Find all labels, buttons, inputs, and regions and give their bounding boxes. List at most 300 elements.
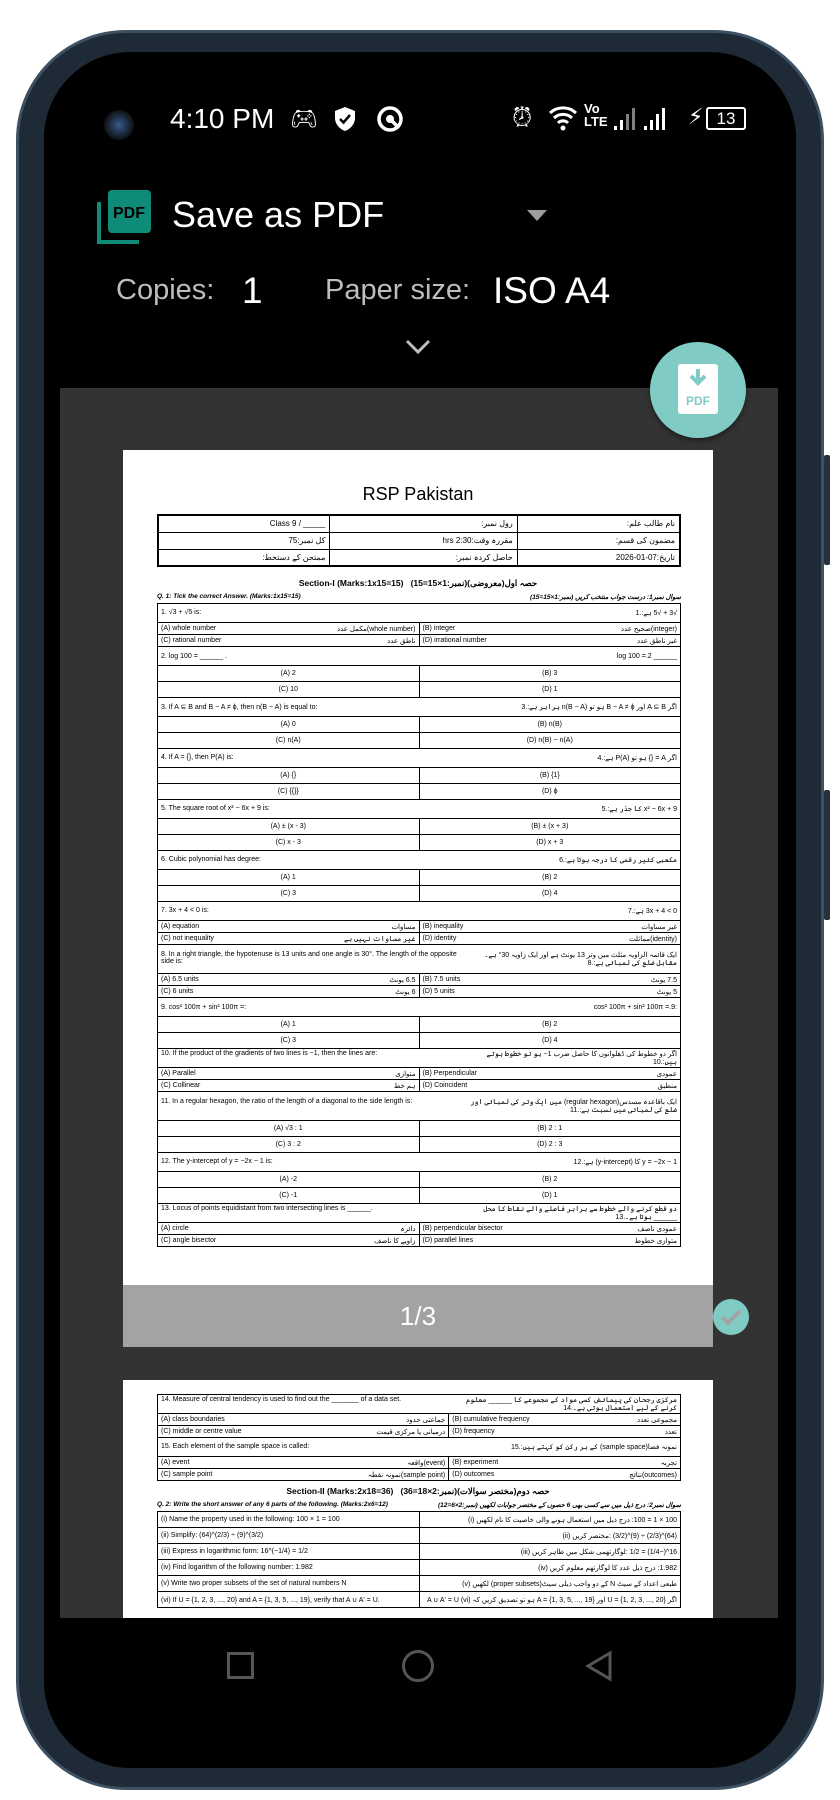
- option-ur: 6.5 یونٹ: [389, 976, 416, 984]
- question: [161, 1098, 677, 1114]
- question-text-en: 6. Cubic polynomial has degree:: [161, 856, 262, 863]
- question-text-en: 7. 3x + 4 < 0 is:: [161, 907, 209, 914]
- volume-button: [824, 455, 830, 565]
- copies-label: Copies:: [116, 274, 215, 306]
- option[interactable]: [158, 1469, 449, 1481]
- question-row: [158, 749, 681, 768]
- charging-icon: ⚡︎: [688, 104, 704, 129]
- option-en: (A) Parallel: [161, 1069, 196, 1077]
- question: [161, 805, 677, 813]
- option-en: (C) 6 units: [161, 987, 194, 995]
- question: [161, 609, 677, 617]
- question-cell: [158, 698, 681, 717]
- option[interactable]: (D) x + 3: [419, 835, 681, 851]
- question: [161, 1205, 677, 1221]
- short-question-ur: 16^(−1/4) = 1/2 :لوگارتھمی شکل میں ظاہر کریں (iii): [419, 1544, 681, 1560]
- info-cell: _____ / Class 9: [158, 515, 330, 532]
- question-cell: [158, 945, 681, 974]
- option[interactable]: (A) ± (x - 3): [158, 819, 420, 835]
- question-text-en: 12. The y-intercept of y = −2x − 1 is:: [161, 1158, 273, 1165]
- question-label-ur: سوال نمبر2: درج ذیل میں سے کسی بھی 6 حصوں کے مختصر جوابات لکھیں (نمبر:2×6=12): [437, 1502, 681, 1509]
- paper-size-label: Paper size:: [325, 274, 471, 306]
- info-cell: ممتحن کے دستخط:: [158, 549, 330, 566]
- question: [161, 1158, 677, 1166]
- print-preview[interactable]: [60, 388, 778, 1618]
- option-en: (C) angle bisector: [161, 1236, 217, 1244]
- option[interactable]: (C) 3: [158, 886, 420, 902]
- question-text-ur: ایک باقاعدہ مسدس(regular hexagon) میں ایک وتر کی لمبائی اور ضلع کی لمبائی میں نسبت ہے:.11: [470, 1099, 677, 1114]
- question-text-ur: مکعبی کثیر رقمی کا درجہ ہوتا ہے:.6: [559, 857, 677, 864]
- options-row: [158, 682, 681, 698]
- question-row: [158, 945, 681, 974]
- option-en: (C) Collinear: [161, 1081, 201, 1089]
- option-content: [423, 976, 678, 984]
- option-ur: ناطق عدد: [387, 637, 416, 645]
- options-row: [158, 1414, 681, 1426]
- alarm-icon: ⏰︎: [512, 102, 533, 132]
- option[interactable]: [158, 635, 420, 647]
- option-en: (D) identity: [422, 934, 457, 942]
- option[interactable]: (D) 2 : 3: [419, 1137, 681, 1153]
- question-cell: [158, 749, 681, 768]
- info-cell: تاریخ:07-01-2026: [517, 549, 680, 566]
- question-text-en: 9. cos² 100π + sin² 100π =:: [161, 1003, 247, 1011]
- option-ur: غیر مساوات: [641, 923, 677, 931]
- option[interactable]: [419, 1223, 681, 1235]
- option-content: [423, 988, 678, 996]
- question-text-en: 3. If A ⊆ B and B − A ≠ ϕ, then n(B − A) is equal to:: [161, 704, 318, 711]
- question-text-en: 8. In a right triangle, the hypotenuse is 13 units and one angle is 30°. The length of the opposite side is:: [161, 951, 457, 965]
- option-content: [161, 637, 416, 645]
- question: [161, 703, 677, 711]
- option[interactable]: (C) 10: [158, 682, 420, 698]
- options-row: [158, 1223, 681, 1235]
- option-ur: تجربہ: [660, 1459, 677, 1467]
- option[interactable]: [419, 1235, 681, 1247]
- option-en: (B) integer: [422, 624, 456, 632]
- options-row: [158, 986, 681, 998]
- question-cell: [158, 1153, 681, 1172]
- option-ur: (outcomes)نتائج: [629, 1471, 677, 1479]
- option-ur: (identity)مماثلت: [629, 935, 677, 943]
- section-title: [123, 578, 713, 589]
- short-question-en: (i) Name the property used in the following: 100 × 1 = 100: [158, 1512, 420, 1528]
- option-ur: غیر مساوات نہیں ہے: [344, 935, 416, 943]
- download-pdf-button[interactable]: [650, 342, 746, 438]
- option[interactable]: (B) 3: [419, 666, 681, 682]
- question: [161, 1004, 677, 1011]
- question-text-ur: 3x + 4 < 0 ہے:.7: [627, 908, 677, 915]
- option[interactable]: (A) √3 : 1: [158, 1121, 420, 1137]
- question-cell: [158, 1438, 681, 1457]
- question-text-ur: √3 + √5 ہے:.1: [635, 610, 677, 617]
- short-question-row: [158, 1528, 681, 1544]
- gamepad-icon: 🎮︎: [290, 106, 318, 131]
- question-row: [158, 902, 681, 921]
- option[interactable]: (B) 2: [419, 870, 681, 886]
- pdf-printer-icon: [97, 190, 151, 244]
- option[interactable]: [419, 623, 681, 635]
- options-row: [158, 717, 681, 733]
- short-question-row: [158, 1560, 681, 1576]
- copies-value[interactable]: 1: [242, 270, 263, 311]
- option[interactable]: [158, 623, 420, 635]
- option-ur: دائرہ: [400, 1225, 416, 1233]
- question-text-ur: مرکزی رجحان کی پیمائش کسی مواد کے مجموعے کا ______ معلوم کرنے کے لیے استعمال ہوتی ہے۔.14: [466, 1397, 677, 1412]
- option-en: (A) circle: [161, 1224, 189, 1232]
- option-content: [423, 935, 678, 943]
- options-row: [158, 1017, 681, 1033]
- question-row: [158, 800, 681, 819]
- section-title-en: Section-I (Marks:1x15=15): [298, 578, 404, 588]
- option-en: (D) Coincident: [422, 1081, 468, 1089]
- option[interactable]: (C) 3: [158, 1033, 420, 1049]
- question-text-en: 1. √3 + √5 is:: [161, 609, 202, 616]
- option[interactable]: (D) 4: [419, 886, 681, 902]
- section-title-ur: (36=18×2:حصہ دوم(مختصر سوالات)(نمبر: [400, 1486, 550, 1496]
- option[interactable]: [158, 1414, 449, 1426]
- option-ur: (integer)صحیح عدد: [620, 625, 677, 633]
- data-saver-icon: [375, 104, 405, 134]
- check-icon: [713, 1299, 749, 1335]
- option-en: (D) outcomes: [452, 1470, 495, 1478]
- question-text-ur: y = −2x − 1 کا (y-intercept) ہے:.12: [573, 1159, 677, 1166]
- question-text-en: 2. log 100 = ______ .: [161, 652, 227, 660]
- svg-text:PDF: PDF: [686, 394, 710, 408]
- option-ur: جماعتی حدود: [406, 1416, 446, 1424]
- navigation-bar: [0, 1640, 840, 1690]
- option[interactable]: [419, 1080, 681, 1092]
- question-text-en: 13. Locus of points equidistant from two intersecting lines is ______.: [161, 1205, 373, 1212]
- options-row: [158, 886, 681, 902]
- question-row: [158, 1395, 681, 1414]
- home-button[interactable]: [402, 1650, 434, 1682]
- option[interactable]: [158, 1235, 420, 1247]
- option-ur: (whole number)مکمل عدد: [336, 625, 416, 633]
- option-content: [161, 1082, 416, 1090]
- option-en: (C) middle or centre value: [161, 1427, 242, 1435]
- question-text-ur: ایک قائمہ الزاویہ مثلث میں وتر 13 یونٹ ہے اور ایک زاویہ 30° ہے۔ مقابل ضلع کی لمبائی ہے:.8: [484, 952, 677, 967]
- option-content: [452, 1428, 677, 1436]
- option-en: (D) parallel lines: [422, 1236, 474, 1244]
- option[interactable]: (B) {1}: [419, 768, 681, 784]
- option-en: (A) whole number: [161, 624, 217, 632]
- question-text-en: 14. Measure of central tendency is used to find out the _______ of a data set.: [161, 1396, 402, 1403]
- short-question-row: [158, 1592, 681, 1608]
- options-row: [158, 768, 681, 784]
- short-question-en: (v) Write two proper subsets of the set of natural numbers N: [158, 1576, 420, 1592]
- option[interactable]: [449, 1426, 681, 1438]
- option-content: [423, 1082, 678, 1090]
- dropdown-arrow-icon[interactable]: [527, 210, 547, 221]
- info-cell: رول نمبر:: [330, 515, 517, 532]
- option-content: [161, 1459, 445, 1467]
- question: [161, 1050, 677, 1066]
- student-info-table: [157, 514, 681, 567]
- option[interactable]: (C) {{}}: [158, 784, 420, 800]
- question-text-ur: x² − 6x + 9 کا جذر ہے:.5: [601, 806, 677, 813]
- option-ur: عمودی: [656, 1070, 677, 1078]
- short-question-en: (ii) Simplify: (64)^(2/3) ÷ (9)^(3/2): [158, 1528, 420, 1544]
- option-ur: عمودی ناصف: [637, 1225, 677, 1233]
- option-en: (B) cumulative frequency: [452, 1415, 530, 1423]
- option-content: [452, 1471, 677, 1479]
- option-en: (B) inequality: [422, 922, 464, 930]
- option-ur: (event)واقعہ: [407, 1459, 446, 1467]
- options-row: [158, 1080, 681, 1092]
- question-cell: [158, 604, 681, 623]
- question-cell: [158, 1204, 681, 1223]
- short-question-en: (vi) If U = {1, 2, 3, ..., 20} and A = {1, 3, 5, ..., 19}, verify that A ∪ A' = U.: [158, 1592, 420, 1608]
- option[interactable]: [158, 933, 420, 945]
- options-row: [158, 1188, 681, 1204]
- option-content: [161, 1225, 416, 1233]
- option[interactable]: [158, 986, 420, 998]
- info-row: [158, 515, 680, 532]
- wifi-icon: [548, 104, 578, 132]
- question-label-en: Q. 2: Write the short answer of any 6 parts of the following. (Marks:2x6=12): [157, 1501, 388, 1508]
- option[interactable]: [419, 921, 681, 933]
- option-content: [161, 988, 416, 996]
- option[interactable]: [419, 986, 681, 998]
- options-row: [158, 733, 681, 749]
- option-content: [161, 976, 416, 984]
- question-cell: [158, 998, 681, 1017]
- option[interactable]: [419, 974, 681, 986]
- option-ur: منطبق: [657, 1082, 677, 1090]
- options-row: [158, 1457, 681, 1469]
- question: [161, 907, 677, 915]
- option-ur: (sample point)نمونہ نقطہ: [367, 1471, 446, 1479]
- options-row: [158, 933, 681, 945]
- option[interactable]: [158, 1068, 420, 1080]
- question: [161, 653, 677, 660]
- option[interactable]: [158, 1426, 449, 1438]
- short-question-table: [157, 1511, 681, 1608]
- option-ur: مساوات: [391, 923, 416, 931]
- option-en: (A) class boundaries: [161, 1415, 225, 1423]
- options-row: [158, 1235, 681, 1247]
- option[interactable]: (A) -2: [158, 1172, 420, 1188]
- option[interactable]: (D) ϕ: [419, 784, 681, 800]
- question-label: [157, 593, 681, 601]
- option[interactable]: (C) x - 3: [158, 835, 420, 851]
- info-cell: نام طالب علم:: [517, 515, 680, 532]
- question-cell: [158, 1049, 681, 1068]
- short-question-ur: 1.982: درج ذیل عدد کا لوگارتھم معلوم کریں (iv): [419, 1560, 681, 1576]
- option[interactable]: (A) {}: [158, 768, 420, 784]
- options-row: [158, 819, 681, 835]
- option-ur: تعدد: [664, 1428, 677, 1436]
- options-row: [158, 921, 681, 933]
- option-content: [161, 923, 416, 931]
- option-en: (D) irrational number: [422, 636, 487, 644]
- options-row: [158, 974, 681, 986]
- option-content: [161, 1471, 445, 1479]
- question-text-en: 15. Each element of the sample space is called:: [161, 1443, 310, 1450]
- option-ur: مجموعی تعدد: [636, 1416, 677, 1424]
- question-label-ur: سوال نمبر1: درست جواب منتخب کریں (نمبر:1×15=15): [530, 594, 681, 601]
- question-row: [158, 1204, 681, 1223]
- option[interactable]: (D) n(B) − n(A): [419, 733, 681, 749]
- option-en: (B) Perpendicular: [422, 1069, 477, 1077]
- page-selected-checkbox[interactable]: [713, 1299, 749, 1335]
- option-content: [423, 1237, 678, 1245]
- question-text-en: 5. The square root of x² − 6x + 9 is:: [161, 805, 270, 812]
- question-text-en: 4. If A = {}, then P(A) is:: [161, 754, 234, 761]
- option-en: (C) sample point: [161, 1470, 213, 1478]
- question: [161, 856, 677, 864]
- short-question-row: [158, 1512, 681, 1528]
- option-content: [452, 1416, 677, 1424]
- option[interactable]: [449, 1457, 681, 1469]
- options-row: [158, 1426, 681, 1438]
- option-ur: متوازی خطوط: [634, 1237, 677, 1245]
- question-text-ur: اگر A = {} ہو تو P(A) ہے:.4: [597, 755, 677, 762]
- question-text-ur: ______ log 100 =.2: [616, 652, 677, 660]
- option-ur: 5 یونٹ: [656, 988, 677, 996]
- option[interactable]: (C) 3 : 2: [158, 1137, 420, 1153]
- question-cell: [158, 902, 681, 921]
- preview-page-1[interactable]: [123, 450, 713, 1285]
- question-text-ur: :cos² 100π + sin² 100π =.9: [593, 1003, 677, 1011]
- question: [161, 951, 677, 967]
- option-content: [161, 935, 416, 943]
- option-content: [452, 1459, 677, 1467]
- option-content: [423, 637, 678, 645]
- options-row: [158, 1033, 681, 1049]
- options-row: [158, 1172, 681, 1188]
- option-content: [161, 625, 416, 633]
- option-content: [423, 1225, 678, 1233]
- option[interactable]: (C) -1: [158, 1188, 420, 1204]
- option[interactable]: (A) 1: [158, 1017, 420, 1033]
- option[interactable]: [419, 635, 681, 647]
- svg-text:PDF: PDF: [113, 205, 145, 222]
- option[interactable]: [158, 1223, 420, 1235]
- question-label-en: Q. 1: Tick the correct Answer. (Marks:1x15=15): [157, 593, 301, 600]
- option-ur: ہم خط: [393, 1082, 416, 1090]
- option[interactable]: [158, 974, 420, 986]
- option-ur: درمیانی یا مرکزی قیمت: [376, 1428, 446, 1436]
- option[interactable]: [158, 1457, 449, 1469]
- recents-button[interactable]: [227, 1652, 254, 1679]
- question-cell: [158, 647, 681, 666]
- option[interactable]: (B) ± (x + 3): [419, 819, 681, 835]
- question-row: [158, 1092, 681, 1121]
- preview-page-2[interactable]: [123, 1380, 713, 1618]
- option[interactable]: [419, 933, 681, 945]
- mcq-table: [157, 1394, 681, 1481]
- paper-size-value[interactable]: ISO A4: [493, 270, 611, 311]
- question-row: [158, 998, 681, 1017]
- option-en: (B) experiment: [452, 1458, 499, 1466]
- option[interactable]: [449, 1469, 681, 1481]
- signal-icon: [614, 108, 678, 132]
- question-text-ur: نمونہ فضا(sample space) کے ہر رکن کو کہتے ہیں:.15: [510, 1444, 677, 1451]
- short-question-ur: (64)^(2/3) ÷ (9)^(3/2) :مختصر کریں (ii): [419, 1528, 681, 1544]
- info-cell: کل نمبر:75: [158, 532, 330, 549]
- question-row: [158, 1049, 681, 1068]
- options-row: [158, 623, 681, 635]
- destination-label: Save as PDF: [172, 194, 385, 235]
- question-row: [158, 647, 681, 666]
- short-question-ur: اگر U = {1, 2, 3, ..., 20} اور A = {1, 3, 5, ..., 19} ہو تو تصدیق کریں کہ A ∪ A' = U (vi): [419, 1592, 681, 1608]
- option[interactable]: [158, 921, 420, 933]
- option-en: (D) frequency: [452, 1427, 495, 1435]
- options-row: [158, 1469, 681, 1481]
- short-question-ur: 100 × 1 = 100: درج ذیل میں استعمال ہونے والی خاصیت کا نام لکھیں (i): [419, 1512, 681, 1528]
- option-content: [423, 923, 678, 931]
- options-row: [158, 666, 681, 682]
- section-title-en: Section-II (Marks:2x18=36): [286, 1486, 394, 1496]
- option[interactable]: [449, 1414, 681, 1426]
- document-title: RSP Pakistan: [362, 484, 474, 504]
- question-row: [158, 851, 681, 870]
- option[interactable]: (A) 0: [158, 717, 420, 733]
- question-label: [157, 1501, 681, 1509]
- option-en: (A) equation: [161, 922, 200, 930]
- option[interactable]: (D) 1: [419, 1188, 681, 1204]
- option[interactable]: [419, 1068, 681, 1080]
- options-row: [158, 784, 681, 800]
- section-title: [123, 1486, 713, 1497]
- volte-icon: Vo LTE: [584, 101, 608, 129]
- shield-check-icon: [333, 106, 357, 132]
- question: [161, 1396, 677, 1412]
- question: [161, 754, 677, 762]
- question-text-en: 11. In a regular hexagon, the ratio of the length of a diagonal to the side length is:: [161, 1098, 413, 1105]
- option[interactable]: (A) 1: [158, 870, 420, 886]
- front-camera: [104, 110, 134, 140]
- option[interactable]: (B) 2 : 1: [419, 1121, 681, 1137]
- option-content: [423, 625, 678, 633]
- options-row: [158, 870, 681, 886]
- option-content: [161, 1428, 445, 1436]
- short-question-row: [158, 1544, 681, 1560]
- question-text-ur: اگر دو خطوط کی ڈھلوانوں کا حاصل ضرب 1− ہو تو خطوط ہوتے ہیں:.10: [486, 1051, 677, 1066]
- option-en: (B) perpendicular bisector: [422, 1224, 503, 1232]
- options-row: [158, 835, 681, 851]
- power-button: [824, 790, 830, 920]
- option-content: [161, 1070, 416, 1078]
- option-ur: غیر ناطق عدد: [637, 637, 677, 645]
- short-question-en: (iv) Find logarithm of the following number: 1.982: [158, 1560, 420, 1576]
- option[interactable]: (B) 2: [419, 1172, 681, 1188]
- question: [161, 1443, 677, 1451]
- battery-icon: 13: [706, 107, 746, 130]
- section-title-ur: (15=15×1:حصہ اول(معروضی)(نمبر: [410, 578, 538, 588]
- option-en: (D) 5 units: [422, 987, 455, 995]
- option[interactable]: (B) n(B): [419, 717, 681, 733]
- option-content: [161, 1416, 445, 1424]
- info-row: [158, 532, 680, 549]
- option-ur: 6 یونٹ: [395, 988, 416, 996]
- option[interactable]: (B) 2: [419, 1017, 681, 1033]
- option[interactable]: (A) 2: [158, 666, 420, 682]
- back-button[interactable]: [584, 1650, 614, 1682]
- option[interactable]: (D) 1: [419, 682, 681, 698]
- page-number: 1/3: [399, 1301, 437, 1331]
- option[interactable]: [158, 1080, 420, 1092]
- question-text-ur: اگر A ⊆ B اور B − A ≠ ϕ ہو تو n(B − A) برابر ہے:.3: [521, 704, 677, 711]
- option-en: (B) 7.5 units: [422, 975, 461, 983]
- chevron-down-icon[interactable]: [404, 337, 432, 357]
- option-en: (A) event: [161, 1458, 190, 1466]
- mcq-table: [157, 603, 681, 1247]
- option[interactable]: (C) n(A): [158, 733, 420, 749]
- option[interactable]: (D) 4: [419, 1033, 681, 1049]
